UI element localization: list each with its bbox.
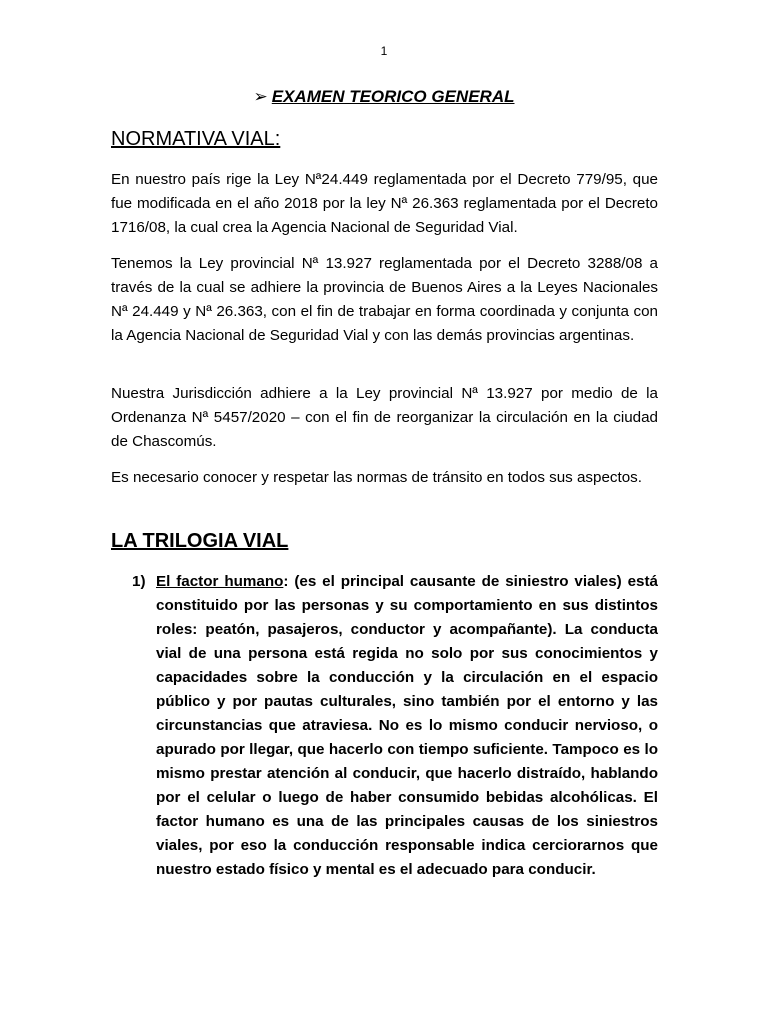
section-heading-normativa: NORMATIVA VIAL: xyxy=(111,128,281,150)
document-title xyxy=(0,87,768,107)
document-title-text: EXAMEN TEORICO GENERAL xyxy=(271,87,515,106)
page-number: 1 xyxy=(380,44,388,58)
list-item-text: está constituido por las personas y su comportamiento en sus distintos roles: peatón, pasajeros, conductor y acompañante). La conducta vial de una persona está regida no solo por sus conocimientos y capacidades sobre la conducción y la circulación en el espacio público y por pautas culturales, sino también por el entorno y las circunstancias que atraviesa. No es lo mismo conducir nervioso, o apurado por llegar, que hacerlo con tiempo suficiente. Tampoco es lo mismo prestar atención al conducir, que hacerlo distraído, hablando por el celular o luego de haber consumido bebidas alcohólicas. El factor humano es una de las principales causas de los siniestros viales, por eso la conducción responsable indica cerciorarnos que nuestro estado físico y mental es el adecuado para conducir. xyxy=(156,573,658,878)
list-item-subtitle: (es el principal causante de siniestro viales) xyxy=(294,573,622,590)
list-marker: 1) xyxy=(132,573,146,590)
list-item-colon: : xyxy=(283,573,295,590)
list-item-body xyxy=(156,570,658,882)
paragraph: En nuestro país rige la Ley Nª24.449 reglamentada por el Decreto 779/95, que fue modificada en el año 2018 por la ley Nª 26.363 reglamentada por el Decreto 1716/08, la cual crea la Agencia Nacional de Seguridad Vial. xyxy=(111,171,658,236)
list-item-term: El factor humano xyxy=(156,573,284,590)
section-heading-trilogia: LA TRILOGIA VIAL xyxy=(111,530,289,552)
paragraph: Es necesario conocer y respetar las normas de tránsito en todos sus aspectos. xyxy=(111,469,642,486)
paragraph: Nuestra Jurisdicción adhiere a la Ley provincial Nª 13.927 por medio de la Ordenanza Nª 5457/2020 – con el fin de reorganizar la circulación en la ciudad de Chascomús. xyxy=(111,385,658,450)
arrow-bullet-icon: ➢ xyxy=(253,87,268,106)
paragraph: Tenemos la Ley provincial Nª 13.927 reglamentada por el Decreto 3288/08 a través de la cual se adhiere la provincia de Buenos Aires a la Leyes Nacionales Nª 24.449 y Nª 26.363, con el fin de trabajar en forma coordinada y conjunta con la Agencia Nacional de Seguridad Vial y con las demás provincias argentinas. xyxy=(111,255,658,344)
